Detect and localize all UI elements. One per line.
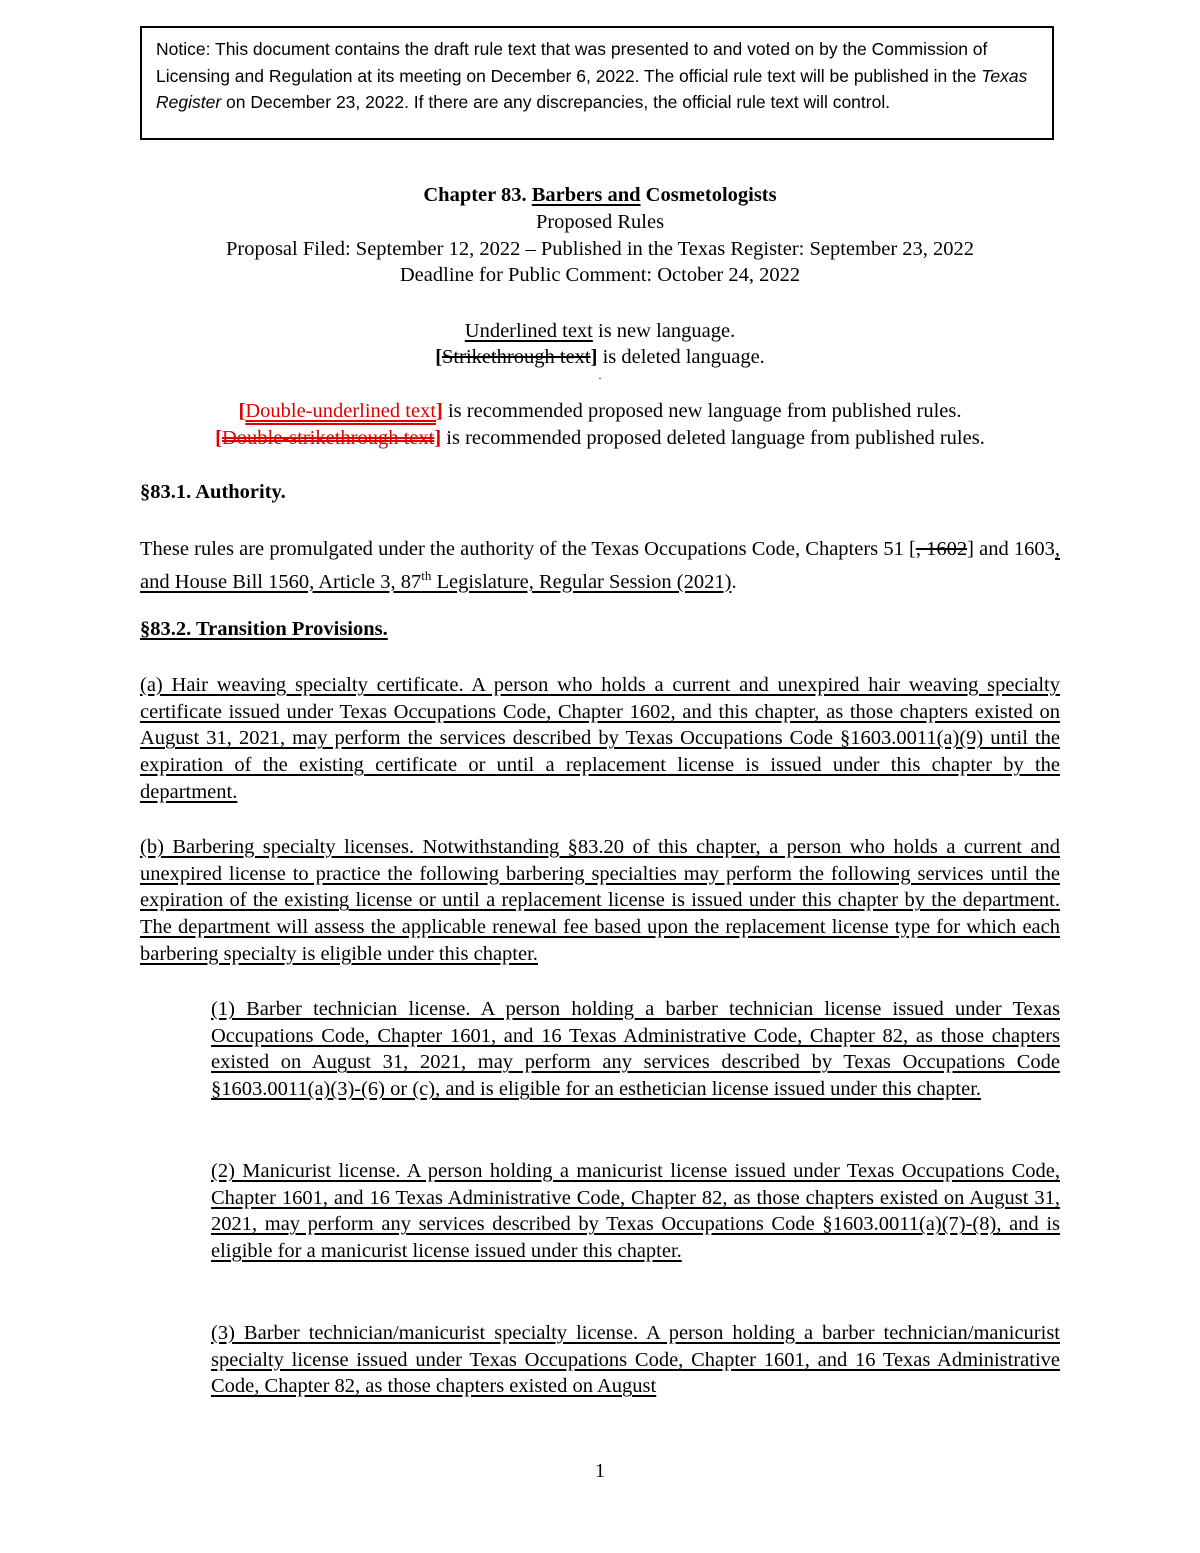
page-number: 1 xyxy=(595,1460,605,1482)
legend-dot: . xyxy=(598,368,602,382)
section-1-text: These rules are promulgated under the authority of the Texas Occupations Code, Chapters 51 [, 1602] and 1603, and House Bill 1560, Article 3, 87th Legislature, Regular Session (2021). xyxy=(140,538,1060,593)
item-3: (3) Barber technician/manicurist specialty license. A person holding a barber technician/manicurist specialty license issued under Texas Occupations Code, Chapter 1601, and 16 Texas Administrative Code, Chapter 82, as those chapters existed on August xyxy=(211,1322,1060,1398)
notice-italic-publication: Texas Register xyxy=(156,65,1028,112)
legend-underline: Underlined text is new language. xyxy=(464,320,736,342)
paragraph-b: (b) Barbering specialty licenses. Notwithstanding §83.20 of this chapter, a person who holds a current and unexpired license to practice the following barbering specialties may perform the following services until the expiration of the existing license or until a replacement license is issued under this chapter by the department. The department will assess the applicable renewal fee based upon the replacement license type for which each barbering specialty is eligible under this chapter. xyxy=(140,836,1060,965)
item-2: (2) Manicurist license. A person holding a manicurist license issued under Texas Occupations Code, Chapter 1601, and 16 Texas Administrative Code, Chapter 82, as those chapters existed on August 31, 2021, may perform any services described by Texas Occupations Code §1603.0011(a)(7)-(8), and is eligible for a manicurist license issued under this chapter. xyxy=(211,1160,1060,1263)
chapter-title: Chapter 83. Barbers and Cosmetologists xyxy=(423,184,777,206)
item-1: (1) Barber technician license. A person holding a barber technician license issued under Texas Occupations Code, Chapter 1601, and 16 Texas Administrative Code, Chapter 82, as those chapters existed on August 31, 2021, may perform any services described by Texas Occupations Code §1603.0011(a)(3)-(6) or (c), and is eligible for an esthetician license issued under this chapter. xyxy=(211,998,1060,1101)
deadline-line: Deadline for Public Comment: October 24, 2022 xyxy=(399,264,801,286)
legend-double-strikethrough: [Double-strikethrough text] is recommended proposed deleted language from published rules. xyxy=(215,427,985,449)
notice-box xyxy=(140,26,1054,140)
section-1-heading: §83.1. Authority. xyxy=(140,481,286,503)
legend-double-underline: [Double-underlined text] is recommended proposed new language from published rules. xyxy=(238,400,962,422)
notice-text: Notice: This document contains the draft rule text that was presented to and voted on by the Commission of Licensing and Regulation at its meeting on December 6, 2022. The official rule text will be published in the Texas Register on December 23, 2022. If there are any discrepancies, the official rule text will control. xyxy=(156,39,1028,112)
legend-strikethrough: [Strikethrough text] is deleted language. xyxy=(435,346,765,368)
filed-line: Proposal Filed: September 12, 2022 – Published in the Texas Register: September 23, 2022 xyxy=(225,238,975,260)
paragraph-a: (a) Hair weaving specialty certificate. A person who holds a current and unexpired hair weaving specialty certificate issued under Texas Occupations Code, Chapter 1602, and this chapter, as those chapters existed on August 31, 2021, may perform the services described by Texas Occupations Code §1603.0011(a)(9) until the expiration of the existing certificate or until a replacement license is issued under this chapter by the department. xyxy=(140,674,1060,803)
subtitle: Proposed Rules xyxy=(535,211,665,233)
section-2-heading: §83.2. Transition Provisions. xyxy=(140,618,388,640)
